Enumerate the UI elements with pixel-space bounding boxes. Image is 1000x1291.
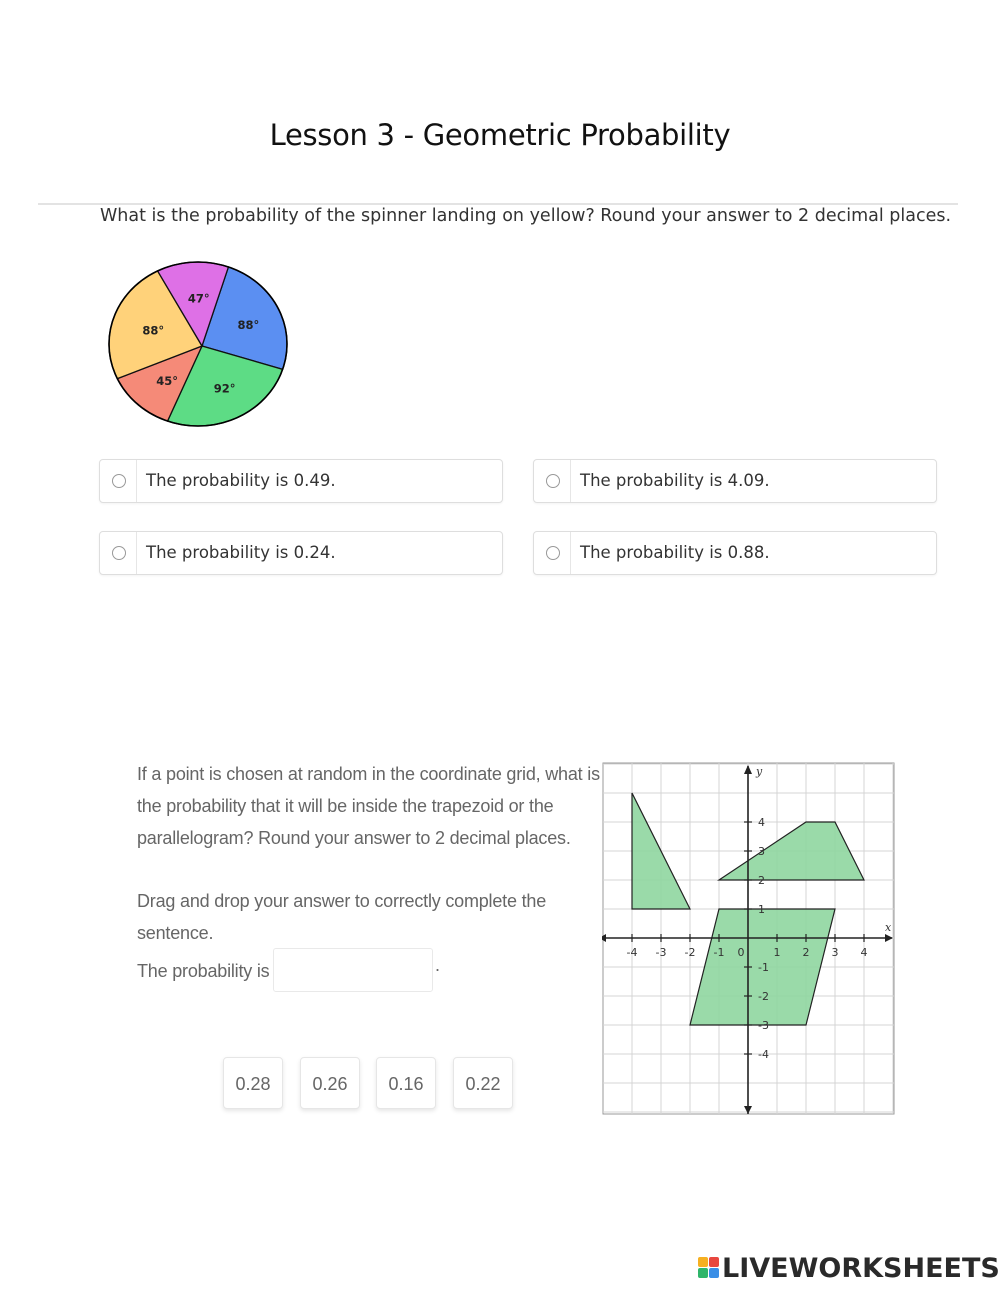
- y-tick-label: -3: [758, 1019, 769, 1032]
- pie-slice-label: 45°: [156, 374, 178, 389]
- pie-slice-label: 88°: [142, 323, 165, 338]
- question-1-prompt: What is the probability of the spinner landing on yellow? Round your answer to 2 decimal places.: [100, 206, 952, 226]
- y-axis-label: y: [756, 765, 763, 778]
- divider: [38, 203, 958, 205]
- answer-chip[interactable]: 0.22: [453, 1057, 513, 1109]
- answer-chip[interactable]: 0.26: [300, 1057, 360, 1109]
- x-tick-label: -1: [713, 946, 725, 959]
- page-title: Lesson 3 - Geometric Probability: [269, 118, 731, 152]
- pie-slice-label: 47°: [187, 291, 210, 306]
- y-tick-label: -2: [758, 990, 769, 1003]
- instruction-line: Drag and drop your answer to correctly complete the: [137, 891, 547, 911]
- instruction-line: sentence.: [137, 923, 214, 943]
- answer-drop-zone[interactable]: [273, 948, 433, 992]
- option-1[interactable]: [99, 459, 503, 503]
- y-tick-label: 1: [758, 903, 765, 916]
- brand-name: LIVEWORKSHEETS: [722, 1253, 1000, 1284]
- liveworksheets-logo-icon: [698, 1257, 720, 1279]
- y-tick-label: -1: [758, 961, 769, 974]
- x-tick-label: -3: [655, 946, 667, 959]
- question-2-prompt-line: the probability that it will be inside the trapezoid or the: [137, 796, 554, 816]
- x-tick-label: -4: [626, 946, 638, 959]
- option-3[interactable]: [99, 531, 503, 575]
- y-tick-label: 4: [758, 816, 765, 829]
- answer-chip[interactable]: 0.28: [223, 1057, 283, 1109]
- radio-button[interactable]: [546, 474, 560, 488]
- pie-slice-label: 92°: [213, 381, 236, 396]
- option-label: The probability is 0.88.: [580, 543, 770, 562]
- x-axis-label: x: [885, 921, 892, 934]
- x-tick-label: -2: [684, 946, 696, 959]
- option-label: The probability is 0.49.: [146, 471, 336, 490]
- y-tick-label: -4: [758, 1048, 769, 1061]
- option-label: The probability is 0.24.: [146, 543, 336, 562]
- pie-slice-label: 88°: [237, 318, 260, 333]
- sentence-start: The probability is: [137, 961, 270, 981]
- coordinate-grid: [602, 762, 896, 1117]
- question-2-prompt-line: If a point is chosen at random in the coordinate grid, what is: [137, 764, 600, 784]
- option-separator: [570, 532, 571, 574]
- option-4[interactable]: [533, 531, 937, 575]
- x-tick-label: 4: [860, 946, 868, 959]
- radio-button[interactable]: [546, 546, 560, 560]
- answer-chip[interactable]: 0.16: [376, 1057, 436, 1109]
- radio-button[interactable]: [112, 474, 126, 488]
- spinner-pie-chart: [104, 258, 294, 433]
- x-tick-label: 1: [773, 946, 781, 959]
- option-label: The probability is 4.09.: [580, 471, 770, 490]
- option-separator: [136, 532, 137, 574]
- y-tick-label: 2: [758, 874, 765, 887]
- x-tick-label: 2: [802, 946, 810, 959]
- x-tick-label: 3: [831, 946, 839, 959]
- option-2[interactable]: [533, 459, 937, 503]
- option-separator: [136, 460, 137, 502]
- x-tick-label: 0: [737, 946, 745, 959]
- question-2-prompt-line: parallelogram? Round your answer to 2 decimal places.: [137, 828, 571, 848]
- sentence-end: .: [435, 955, 441, 975]
- option-separator: [570, 460, 571, 502]
- radio-button[interactable]: [112, 546, 126, 560]
- y-tick-label: 3: [758, 845, 765, 858]
